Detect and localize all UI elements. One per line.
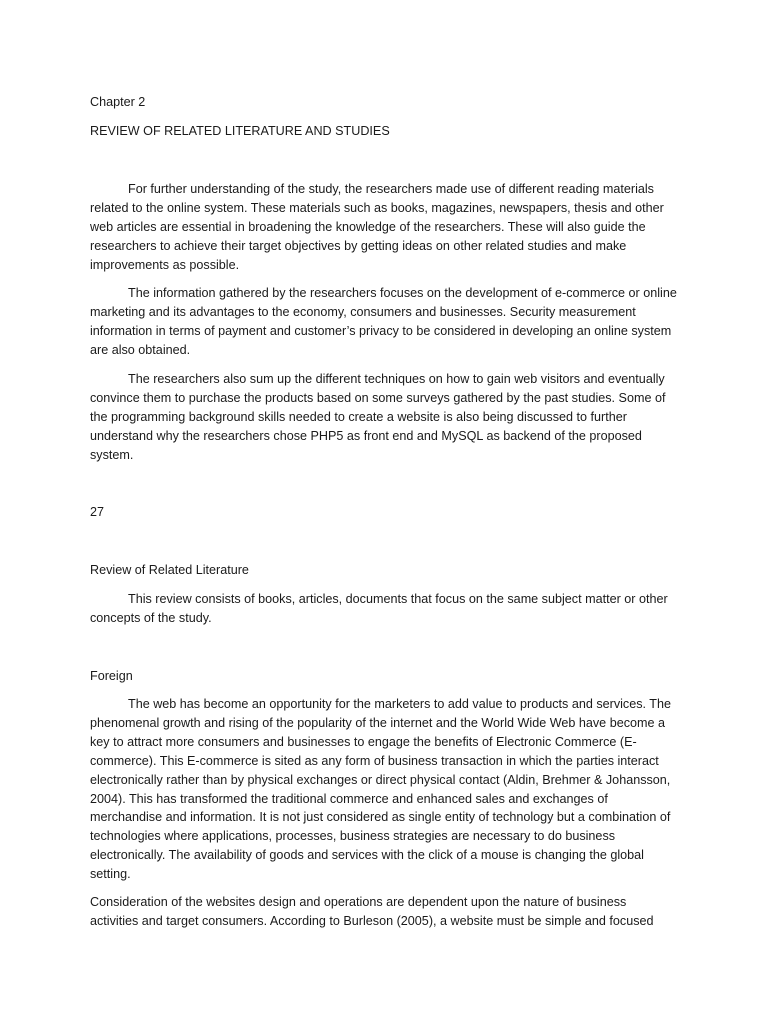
intro-paragraph-3: The researchers also sum up the different techniques on how to gain web visitors and eventually convince them to purchase the products based on some surveys gathered by the past studies. Some of the programming background skills needed to create a website is also being discussed to further understand why the researchers chose PHP5 as front end and MySQL as backend of the proposed system. <box>90 372 666 462</box>
section-intro-paragraph: This review consists of books, articles, documents that focus on the same subject matter or other concepts of the study. <box>90 592 668 625</box>
chapter-label: Chapter 2 <box>90 95 146 109</box>
intro-paragraph-2: The information gathered by the researchers focuses on the development of e-commerce or online marketing and its advantages to the economy, consumers and businesses. Security measurement information in terms of payment and customer’s privacy to be considered in developing an online system are also obtained. <box>90 286 677 357</box>
intro-paragraph-1: For further understanding of the study, the researchers made use of different reading materials related to the online system. These materials such as books, magazines, newspapers, thesis and other web articles are essential in broadening the knowledge of the researchers. These will also guide the researchers to achieve their target objectives by getting ideas on other related studies and make improvements as possible. <box>90 182 664 272</box>
foreign-paragraph: The web has become an opportunity for the marketers to add value to products and services. The phenomenal growth and rising of the popularity of the internet and the World Wide Web have become a key to attract more consumers and businesses to engage the benefits of Electronic Commerce (E-commerce). This E-commerce is sited as any form of business transaction in which the parties interact electronically rather than by physical exchanges or direct physical contact (Aldin, Brehmer & Johansson, 2004). This has transformed the traditional commerce and enhanced sales and exchanges of merchandise and information. It is not just considered as single entity of technology but a combination of technologies where applications, processes, business strategies are necessary to do business electronically. The availability of goods and services with the click of a mouse is changing the global setting. <box>90 697 672 882</box>
chapter-title: REVIEW OF RELATED LITERATURE AND STUDIES <box>90 124 390 138</box>
closing-paragraph: Consideration of the websites design and operations are dependent upon the nature of business activities and target consumers. According to Burleson (2005), a website must be simple and focused <box>90 895 654 928</box>
page-number: 27 <box>90 505 105 519</box>
subsection-heading: Foreign <box>90 669 133 683</box>
section-heading: Review of Related Literature <box>90 563 249 577</box>
